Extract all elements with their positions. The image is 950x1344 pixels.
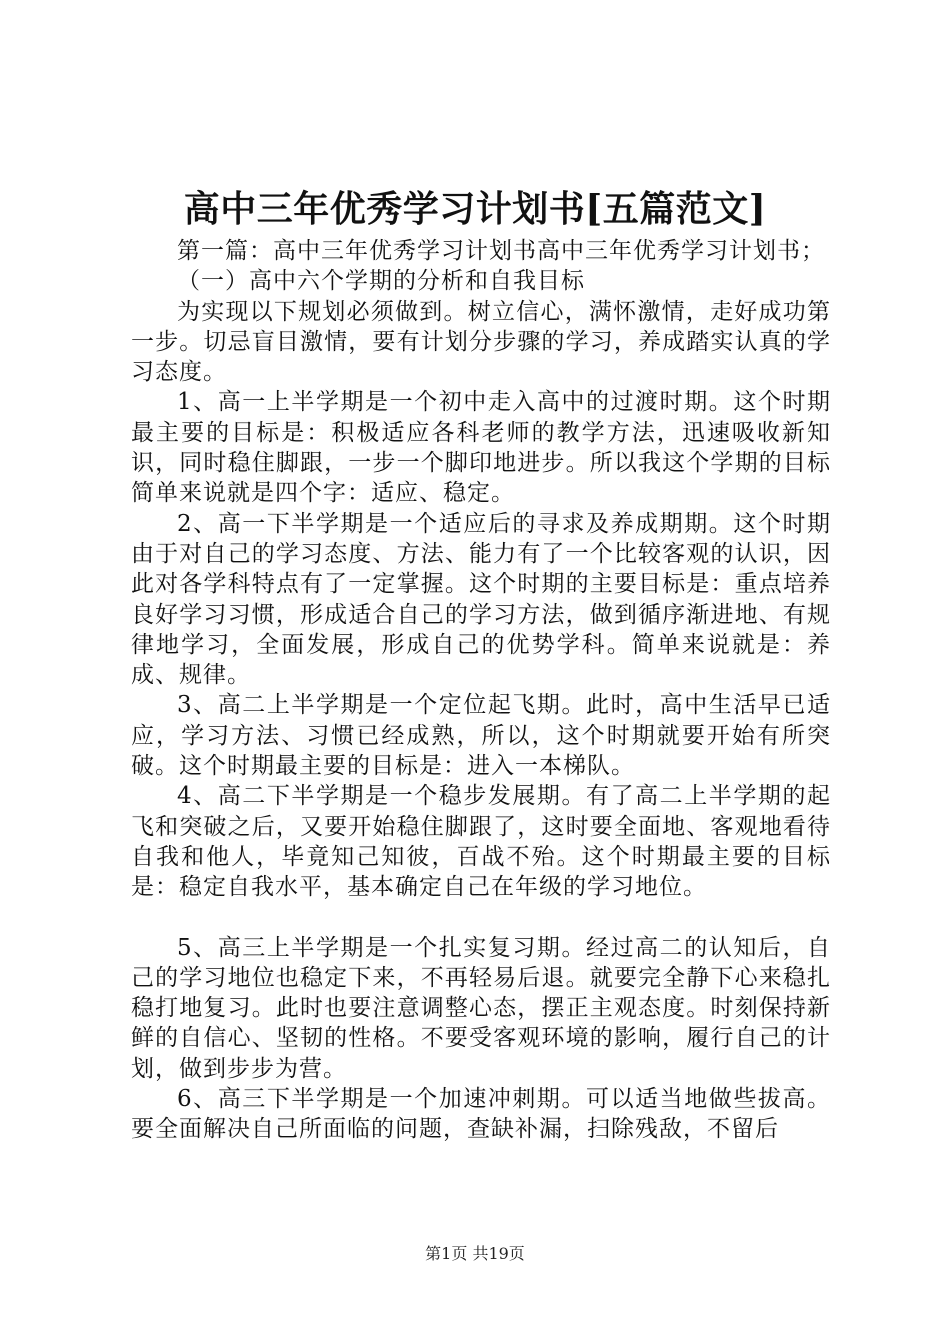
paragraph-semester-2: 2、高一下半学期是一个适应后的寻求及养成期期。这个时期由于对自己的学习态度、方法、能力有了一个比较客观的认识，因此对各学科特点有了一定掌握。这个时期的主要目标是：重点培养良好学习习惯，形成适合自己的学习方法，做到循序渐进地、有规律地学习，全面发展，形成自己的优势学科。简单来说就是：养成、规律。	[131, 510, 831, 689]
paragraph-semester-4: 4、高二下半学期是一个稳步发展期。有了高二上半学期的起飞和突破之后，又要开始稳住脚跟了，这时要全面地、客观地看待自我和他人，毕竟知己知彼，百战不殆。这个时期最主要的目标是：稳定自我水平，基本确定自己在年级的学习地位。	[131, 783, 831, 901]
paragraph-intro: 为实现以下规划必须做到。树立信心，满怀激情，走好成功第一步。切忌盲目激情，要有计划分步骤的学习，养成踏实认真的学习态度。	[131, 298, 831, 386]
paragraph-semester-6: 6、高三下半学期是一个加速冲刺期。可以适当地做些拔高。要全面解决自己所面临的问题，查缺补漏，扫除残敌，不留后	[131, 1086, 831, 1143]
document-body	[131, 236, 831, 1145]
page-indicator: 第1页 共19页	[425, 1244, 525, 1263]
document-title: 高中三年优秀学习计划书[五篇范文]	[183, 188, 767, 230]
paragraph-chapter-heading: 第一篇：高中三年优秀学习计划书高中三年优秀学习计划书；	[177, 238, 825, 264]
paragraph-semester-5: 5、高三上半学期是一个扎实复习期。经过高二的认知后，自己的学习地位也稳定下来，不再轻易后退。就要完全静下心来稳扎稳打地复习。此时也要注意调整心态，摆正主观态度。时刻保持新鲜的自信心、坚韧的性格。不要受客观环境的影响，履行自己的计划，做到步步为营。	[131, 934, 831, 1082]
paragraph-section-heading: （一）高中六个学期的分析和自我目标	[177, 268, 585, 295]
paragraph-semester-1: 1、高一上半学期是一个初中走入高中的过渡时期。这个时期最主要的目标是：积极适应各科老师的教学方法，迅速吸收新知识，同时稳住脚跟，一步一个脚印地进步。所以我这个学期的目标简单来说就是四个字：适应、稳定。	[131, 389, 831, 507]
paragraph-semester-3: 3、高二上半学期是一个定位起飞期。此时，高中生活早已适应，学习方法、习惯已经成熟，所以，这个时期就要开始有所突破。这个时期最主要的目标是：进入一本梯队。	[131, 692, 831, 780]
